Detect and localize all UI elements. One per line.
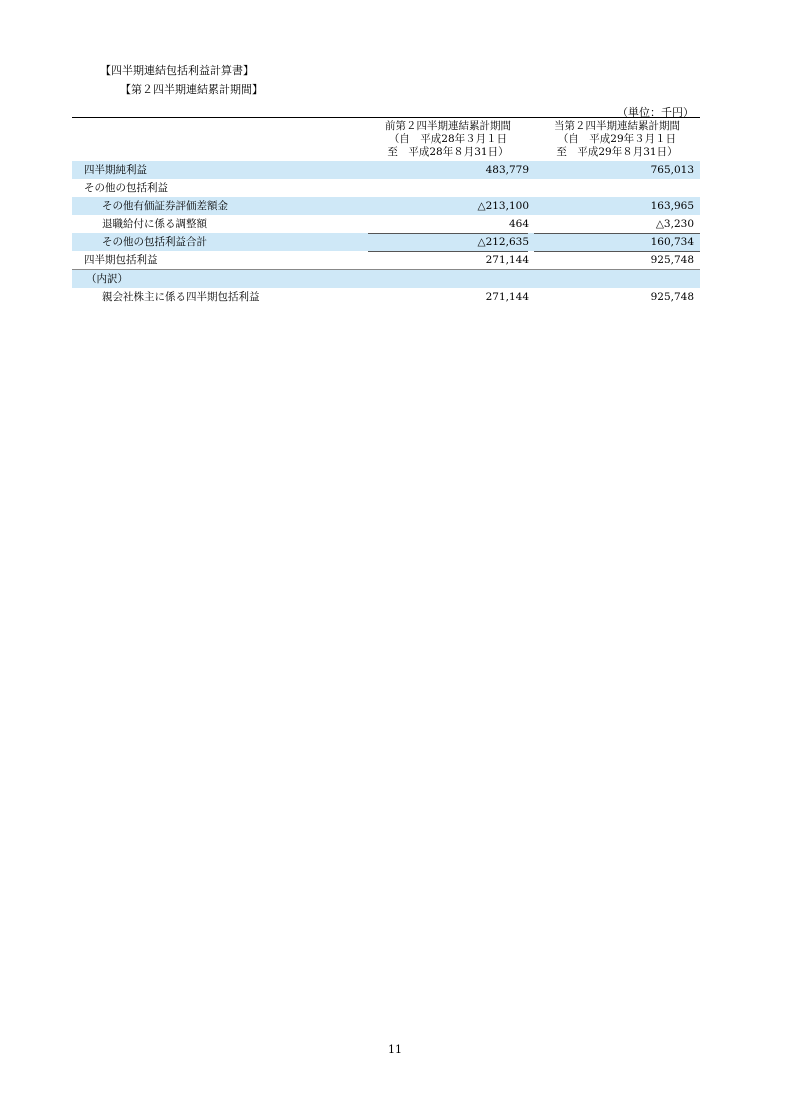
prev-period-title: 前第２四半期連結累計期間 [385, 120, 511, 132]
curr-value: 765,013 [650, 164, 694, 176]
period-subtitle: 【第２四半期連結累計期間】 [120, 83, 263, 96]
curr-period-title: 当第２四半期連結累計期間 [554, 120, 680, 132]
row-label: その他の包括利益 [84, 182, 168, 194]
table-row [72, 215, 700, 233]
unit-label: （単位：千円） [617, 106, 694, 119]
prev-value: 464 [508, 218, 529, 230]
row-label: その他の包括利益合計 [102, 236, 207, 248]
statement-title: 【四半期連結包括利益計算書】 [100, 64, 254, 77]
prev-value: 271,144 [485, 254, 529, 266]
column-header-curr [534, 120, 700, 159]
prev-period-from: （自 平成28年３月１日 [388, 133, 508, 145]
row-label: 四半期包括利益 [84, 254, 158, 266]
table-row [72, 233, 700, 251]
curr-value: 163,965 [650, 200, 694, 212]
table-row [72, 161, 700, 179]
row-label: （内訳） [86, 273, 128, 285]
table-row [72, 270, 700, 288]
row-label: 退職給付に係る調整額 [102, 218, 207, 230]
curr-period-to: 至 平成29年８月31日） [556, 146, 678, 158]
table-row [72, 179, 700, 197]
prev-value: 271,144 [485, 291, 529, 303]
curr-value: △3,230 [655, 218, 694, 230]
column-header-prev [368, 120, 528, 159]
table-row [72, 251, 700, 270]
page-number: 11 [388, 1043, 402, 1056]
column-headers [72, 118, 700, 161]
curr-period-from: （自 平成29年３月１日 [557, 133, 677, 145]
table-row [72, 288, 700, 306]
prev-value: 483,779 [485, 164, 529, 176]
comprehensive-income-table [72, 117, 700, 306]
row-label: その他有価証券評価差額金 [102, 200, 228, 212]
table-row [72, 197, 700, 215]
prev-value: △213,100 [477, 200, 529, 212]
row-label: 親会社株主に係る四半期包括利益 [102, 291, 260, 303]
prev-period-to: 至 平成28年８月31日） [387, 146, 509, 158]
curr-value: 925,748 [650, 254, 694, 266]
curr-value: 925,748 [650, 291, 694, 303]
row-label: 四半期純利益 [84, 164, 147, 176]
prev-value: △212,635 [477, 236, 529, 248]
curr-value: 160,734 [650, 236, 694, 248]
